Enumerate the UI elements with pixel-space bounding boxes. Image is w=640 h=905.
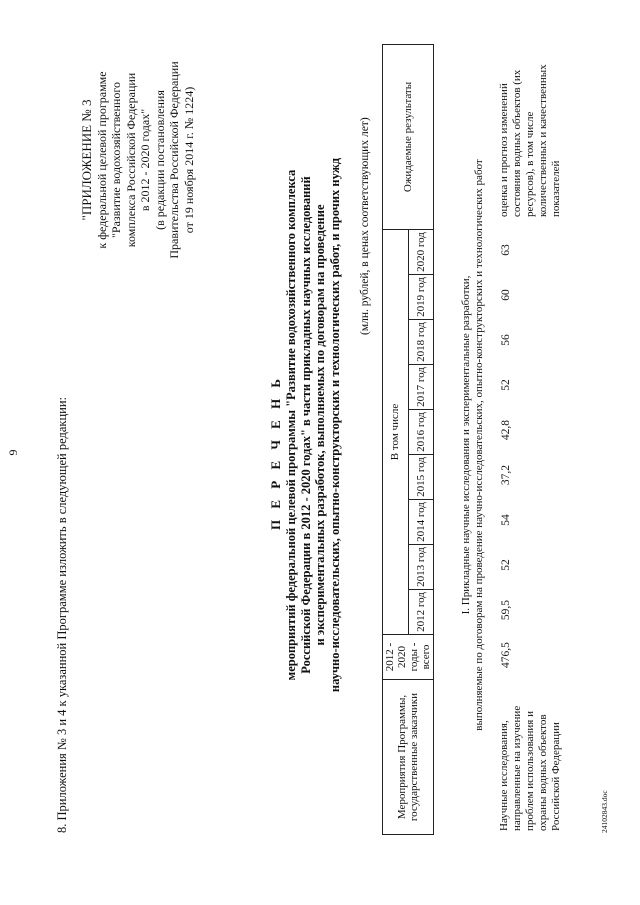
row-value: 54 xyxy=(500,514,512,526)
col-year: 2013 год xyxy=(408,545,434,590)
col-year: 2014 год xyxy=(408,500,434,545)
section-heading xyxy=(460,55,486,835)
header-table xyxy=(382,44,434,835)
col-results: Ожидаемые результаты xyxy=(383,45,434,230)
intro-line: 8. Приложения № 3 и 4 к указанной Программе изложить в следующей редакции: xyxy=(55,397,69,833)
row-value: 52 xyxy=(500,559,512,571)
page-number: 9 xyxy=(6,449,20,456)
col-year: 2019 год xyxy=(408,275,434,320)
row-value: 42,8 xyxy=(500,419,512,441)
appendix-line: Правительства Российской Федерации xyxy=(167,61,181,259)
units-note: (млн. рублей, в ценах соответствующих лет) xyxy=(359,117,371,335)
row-value: 59,5 xyxy=(500,599,512,621)
document-id: 24102843.doc xyxy=(600,790,609,833)
col-year: 2015 год xyxy=(408,455,434,500)
heading-line: и экспериментальных разработок, выполняемых по договорам на проведение xyxy=(313,204,327,646)
col-year: 2012 год xyxy=(408,590,434,635)
appendix-line: комплекса Российской Федерации xyxy=(123,72,138,248)
list-heading xyxy=(284,115,342,735)
col-year: 2020 год xyxy=(408,230,434,275)
row-value: 60 xyxy=(500,289,512,301)
heading-line: мероприятий федеральной целевой программы "Развитие водохозяйственного комплекса xyxy=(284,169,298,681)
appendix-line: к федеральной целевой программе xyxy=(94,71,109,249)
col-year: 2016 год xyxy=(408,410,434,455)
row-expected-result: оценка и прогноз изменений состояния водных объектов (их ресурсов), в том числе количественных и качественных показателей xyxy=(498,64,562,217)
appendix-line: (в редакции постановления xyxy=(152,90,167,230)
appendix-line: в 2012 - 2020 годах" xyxy=(138,108,152,212)
appendix-line: от 19 ноября 2014 г. № 1224) xyxy=(181,86,196,234)
row-value: 52 xyxy=(500,379,512,391)
col-year: 2018 год xyxy=(408,320,434,365)
row-total: 476,5 xyxy=(500,642,512,668)
row-value: 37,2 xyxy=(500,464,512,486)
col-including: В том числе xyxy=(383,230,409,635)
appendix-title: "ПРИЛОЖЕНИЕ № 3 xyxy=(79,99,94,221)
section-line: I. Прикладные научные исследования и экспериментальные разработки, xyxy=(460,275,472,615)
row-activity-name: Научные исследования, направленные на изучение проблем использования и охраны водных объектов Российской Федерации xyxy=(498,705,562,831)
list-title: П Е Р Е Ч Е Н Ь xyxy=(268,374,283,531)
col-year: 2017 год xyxy=(408,365,434,410)
heading-line: научно-исследовательских, опытно-конструкторских и технологических работ, и прочих нужд xyxy=(327,157,342,693)
col-total: 2012 - 2020 годы - всего xyxy=(383,635,434,680)
appendix-block xyxy=(80,15,196,305)
section-line: выполняемые по договорам на проведение научно-исследовательских, опытно-конструкторских и технологических работ xyxy=(473,159,485,731)
col-activities: Мероприятия Программы, государственные заказчики xyxy=(383,680,434,835)
row-value: 56 xyxy=(500,334,512,346)
row-value: 63 xyxy=(500,244,512,256)
appendix-line: "Развитие водохозяйственного xyxy=(109,82,123,238)
heading-line: Российской Федерации в 2012 - 2020 годах" в части прикладных научных исследований xyxy=(298,176,313,674)
